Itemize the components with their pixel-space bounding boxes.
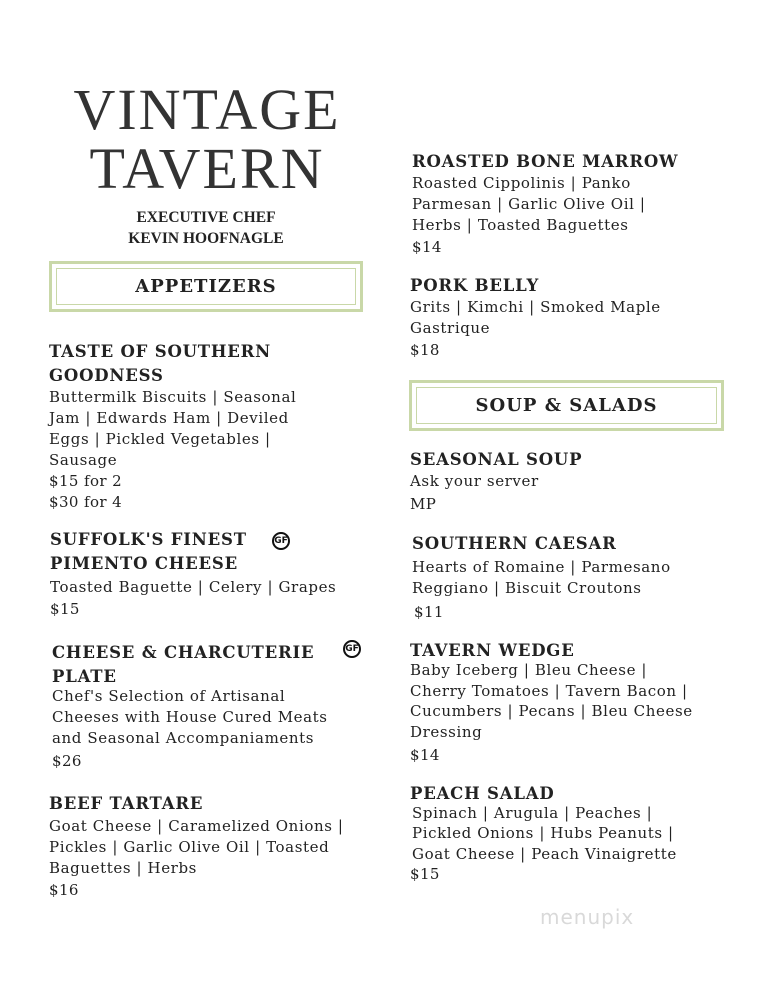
gluten-free-badge-icon: GF [343, 640, 361, 658]
item-desc-tavern-wedge-4: Dressing [410, 723, 483, 741]
item-price-pimento-cheese: $15 [50, 600, 80, 618]
chef-name: KEVIN HOOFNAGLE [128, 230, 284, 247]
item-price-beef-tartare: $16 [49, 881, 79, 899]
item-name-southern-caesar: SOUTHERN CAESAR [412, 534, 617, 553]
item-desc-peach-salad-3: Goat Cheese | Peach Vinaigrette [412, 845, 677, 863]
item-desc-beef-tartare-2: Pickles | Garlic Olive Oil | Toasted [49, 838, 330, 856]
item-price-peach-salad: $15 [410, 865, 440, 883]
item-desc-peach-salad-1: Spinach | Arugula | Peaches | [412, 804, 653, 822]
item-desc-southern-goodness-4: Sausage [49, 451, 118, 469]
item-desc-pimento-cheese: Toasted Baguette | Celery | Grapes [50, 578, 337, 596]
item-desc-bone-marrow-3: Herbs | Toasted Baguettes [412, 216, 629, 234]
appetizers-section-header [49, 261, 363, 312]
item-name-charcuterie-2: PLATE [52, 667, 117, 686]
item-price-southern-caesar: $11 [414, 603, 444, 621]
item-desc-pork-belly-1: Grits | Kimchi | Smoked Maple [410, 298, 661, 316]
item-name-bone-marrow: ROASTED BONE MARROW [412, 152, 679, 171]
item-desc-charcuterie-2: Cheeses with House Cured Meats [52, 708, 328, 726]
item-desc-pork-belly-2: Gastrique [410, 319, 491, 337]
item-price-southern-for-2: $15 for 2 [49, 472, 123, 490]
item-desc-southern-goodness-1: Buttermilk Biscuits | Seasonal [49, 388, 297, 406]
chef-role: EXECUTIVE CHEF [136, 209, 276, 226]
appetizers-heading: APPETIZERS [56, 268, 356, 305]
item-name-pimento-cheese: SUFFOLK'S FINEST [50, 530, 247, 549]
item-desc-bone-marrow-2: Parmesan | Garlic Olive Oil | [412, 195, 646, 213]
item-name-peach-salad: PEACH SALAD [410, 784, 555, 803]
item-desc-bone-marrow-1: Roasted Cippolinis | Panko [412, 174, 631, 192]
item-desc-southern-goodness-2: Jam | Edwards Ham | Deviled [49, 409, 289, 427]
item-desc-beef-tartare-1: Goat Cheese | Caramelized Onions | [49, 817, 344, 835]
item-desc-southern-caesar-1: Hearts of Romaine | Parmesano [412, 558, 671, 576]
item-name-pimento-cheese-2: PIMENTO CHEESE [50, 554, 239, 573]
item-name-southern-goodness: TASTE OF SOUTHERN [49, 342, 272, 361]
item-desc-tavern-wedge-1: Baby Iceberg | Bleu Cheese | [410, 661, 648, 679]
item-name-southern-goodness-2: GOODNESS [49, 366, 164, 385]
item-price-charcuterie: $26 [52, 752, 82, 770]
soup-salads-section-header [409, 380, 724, 431]
item-desc-charcuterie-1: Chef's Selection of Artisanal [52, 687, 286, 705]
item-desc-tavern-wedge-3: Cucumbers | Pecans | Bleu Cheese [410, 702, 693, 720]
item-name-charcuterie: CHEESE & CHARCUTERIE [52, 643, 315, 662]
item-name-tavern-wedge: TAVERN WEDGE [410, 641, 575, 660]
restaurant-title-line1: VINTAGE [73, 77, 341, 142]
item-desc-charcuterie-3: and Seasonal Accompaniaments [52, 729, 315, 747]
menupix-watermark: menupix [540, 905, 635, 929]
item-price-seasonal-soup: MP [410, 495, 437, 513]
restaurant-title-line2: TAVERN [89, 136, 325, 201]
item-price-pork-belly: $18 [410, 341, 440, 359]
item-desc-seasonal-soup: Ask your server [410, 472, 539, 490]
item-desc-peach-salad-2: Pickled Onions | Hubs Peanuts | [412, 824, 674, 842]
item-desc-southern-goodness-3: Eggs | Pickled Vegetables | [49, 430, 271, 448]
item-desc-southern-caesar-2: Reggiano | Biscuit Croutons [412, 579, 642, 597]
soup-salads-heading: SOUP & SALADS [416, 387, 717, 424]
item-name-seasonal-soup: SEASONAL SOUP [410, 450, 583, 469]
item-desc-beef-tartare-3: Baguettes | Herbs [49, 859, 197, 877]
item-price-tavern-wedge: $14 [410, 746, 440, 764]
item-price-bone-marrow: $14 [412, 238, 442, 256]
item-price-southern-for-4: $30 for 4 [49, 493, 123, 511]
item-name-pork-belly: PORK BELLY [410, 276, 540, 295]
gluten-free-badge-icon: GF [272, 532, 290, 550]
item-desc-tavern-wedge-2: Cherry Tomatoes | Tavern Bacon | [410, 682, 688, 700]
item-name-beef-tartare: BEEF TARTARE [49, 794, 204, 813]
